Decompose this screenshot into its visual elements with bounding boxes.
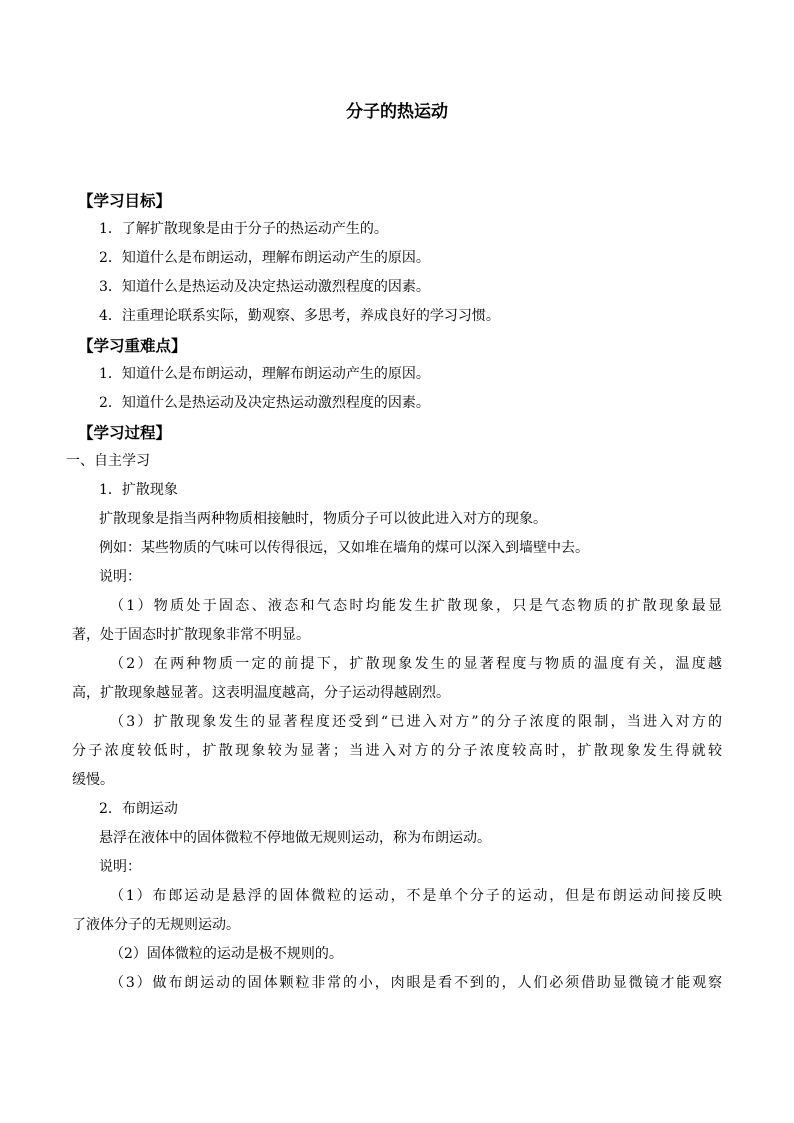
part-title: 一、自主学习 xyxy=(66,453,150,469)
goal-item: 2．知道什么是布朗运动，理解布朗运动产生的原因。 xyxy=(99,250,430,266)
page-title: 分子的热运动 xyxy=(346,102,448,122)
diffusion-note-line: 分子浓度较低时，扩散现象较为显著；当进入对方的分子浓度较高时，扩散现象发生得就较 xyxy=(72,743,722,759)
key-point-item: 2．知道什么是热运动及决定热运动激烈程度的因素。 xyxy=(99,395,430,411)
goal-item: 1．了解扩散现象是由于分子的热运动产生的。 xyxy=(99,221,388,237)
note-label: 说明： xyxy=(99,569,141,585)
diffusion-note-line: 缓慢。 xyxy=(72,772,114,788)
diffusion-example: 例如：某些物质的气味可以传得很远，又如堆在墙角的煤可以深入到墙壁中去。 xyxy=(99,540,589,556)
brownian-note-line: （3）做布朗运动的固体颗粒非常的小，肉眼是看不到的，人们必须借助显微镜才能观察 xyxy=(110,975,722,991)
brownian-note-line: （2）固体微粒的运动是极不规则的。 xyxy=(110,946,343,962)
section-heading-goals: 【学习目标】 xyxy=(78,191,172,210)
key-point-item: 1．知道什么是布朗运动，理解布朗运动产生的原因。 xyxy=(99,366,430,382)
brownian-note-line: 了液体分子的无规则运动。 xyxy=(72,917,240,933)
diffusion-definition: 扩散现象是指当两种物质相接触时，物质分子可以彼此进入对方的现象。 xyxy=(99,511,547,527)
document-body xyxy=(66,186,722,998)
diffusion-note-line: 著，处于固态时扩散现象非常不明显。 xyxy=(72,627,310,643)
diffusion-note-line: （3）扩散现象发生的显著程度还受到“已进入对方”的分子浓度的限制，当进入对方的 xyxy=(110,714,722,730)
diffusion-note-line: （1）物质处于固态、液态和气态时均能发生扩散现象，只是气态物质的扩散现象最显 xyxy=(110,598,722,614)
note-label: 说明： xyxy=(99,859,141,875)
brownian-note-line: （1）布郎运动是悬浮的固体微粒的运动，不是单个分子的运动，但是布朗运动间接反映 xyxy=(110,888,722,904)
diffusion-note-line: （2）在两种物质一定的前提下，扩散现象发生的显著程度与物质的温度有关，温度越 xyxy=(110,656,722,672)
subsection-title-brownian: 2．布朗运动 xyxy=(99,801,178,817)
section-heading-process: 【学习过程】 xyxy=(78,423,172,442)
brownian-definition: 悬浮在液体中的固体微粒不停地做无规则运动，称为布朗运动。 xyxy=(99,830,491,846)
section-heading-key-points: 【学习重难点】 xyxy=(78,336,187,355)
goal-item: 4．注重理论联系实际，勤观察、多思考，养成良好的学习习惯。 xyxy=(99,308,500,324)
diffusion-note-line: 高，扩散现象越显著。这表明温度越高，分子运动得越剧烈。 xyxy=(72,685,450,701)
subsection-title-diffusion: 1．扩散现象 xyxy=(99,482,178,498)
goal-item: 3．知道什么是热运动及决定热运动激烈程度的因素。 xyxy=(99,279,430,295)
